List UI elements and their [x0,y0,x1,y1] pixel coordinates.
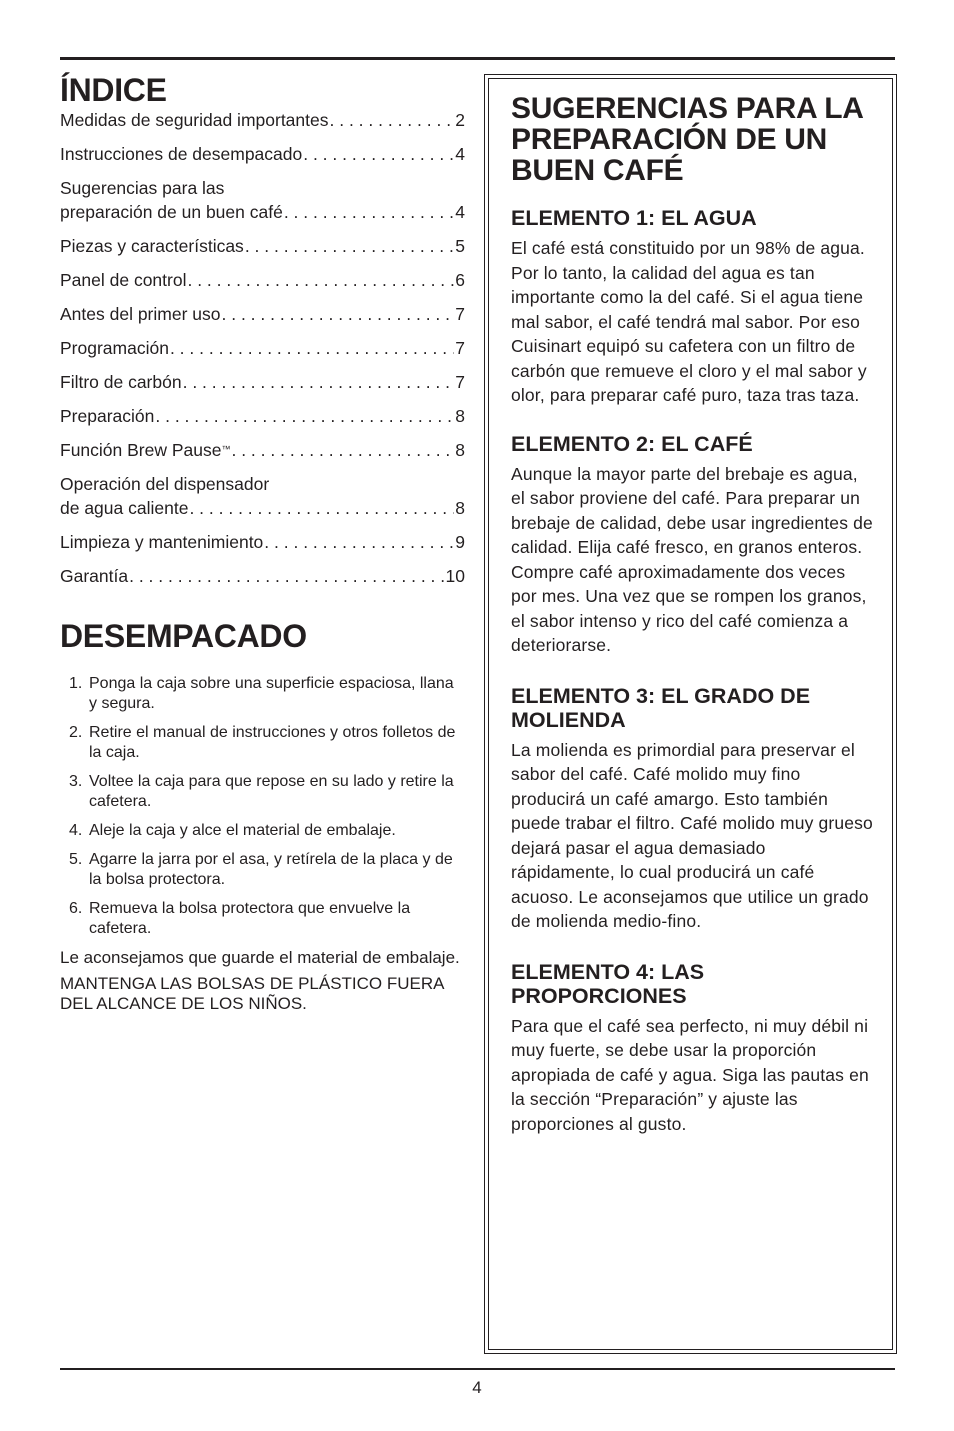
leader-dots [264,530,454,554]
toc-entry[interactable] [60,472,465,520]
page-number: 4 [472,1378,482,1397]
step-number: 1. [69,675,83,692]
trademark-symbol: ™ [221,444,231,454]
toc-entry-label-line1: Operación del dispensador [60,474,270,494]
top-rule [60,57,895,60]
element-text: La molienda es primordial para preservar el sabor del café. Café molido muy fino producirá un café amargo. Esto también puede trabar el filtro. Café molido muy grueso dejará pasar el agua demasiado rápidamente, lo cual producirá un café acuoso. Le aconsejamos que utilice un grado de molienda medio-fino. [511,739,873,931]
toc-entry[interactable] [60,142,465,166]
toc-entry[interactable] [60,176,465,224]
leader-dots [245,234,454,258]
toc-entry-label-line1: Sugerencias para las [60,178,225,198]
toc-entry-label: Instrucciones de desempacado [60,144,303,164]
unpacking-warning: MANTENGA LAS BOLSAS DE PLÁSTICO FUERA DEL ALCANCE DE LOS NIÑOS. [60,974,444,1013]
unpacking-note: Le aconsejamos que guarde el material de embalaje. [60,948,460,967]
leader-dots [284,200,454,224]
toc-entry-page: 8 [455,440,465,460]
left-column [60,72,465,1020]
element-heading: ELEMENTO 3: EL GRADO DE MOLIENDA [511,683,811,732]
leader-dots [330,108,455,132]
list-item [59,850,465,890]
tips-box [488,78,893,1350]
leader-dots [187,268,454,292]
toc-entry-page: 8 [455,406,465,426]
toc-entry[interactable] [60,564,465,588]
toc-entry-label: Programación [60,338,169,358]
toc-entry-page: 4 [455,144,465,164]
bottom-rule [60,1368,895,1370]
step-text: Remueva la bolsa protectora que envuelve la cafetera. [89,900,411,937]
step-text: Ponga la caja sobre una superficie espaciosa, llana y segura. [89,675,454,712]
toc-entry-label: Panel de control [60,270,187,290]
toc-entry-label: Limpieza y mantenimiento [60,532,264,552]
unpacking-steps [60,674,465,939]
step-text: Retire el manual de instrucciones y otros folletos de la caja. [89,724,456,761]
toc-entry-label: preparación de un buen café [60,202,283,222]
list-item [59,772,465,812]
step-number: 5. [69,851,83,868]
element-text: Para que el café sea perfecto, ni muy débil ni muy fuerte, se debe usar la proporción apropiada de café y agua. Siga las pautas en la sección “Preparación” y ajuste las proporciones al gusto. [511,1015,869,1134]
toc-entry[interactable] [60,438,465,462]
element-heading: ELEMENTO 4: LAS PROPORCIONES [511,959,705,1008]
step-number: 4. [69,822,83,839]
toc-entry-label: Garantía [60,566,129,586]
tips-title: SUGERENCIAS PARA LA PREPARACIÓN DE UN BUEN CAFÉ [511,92,863,187]
leader-dots [129,564,444,588]
toc-entry[interactable] [60,268,465,292]
toc-entry-page: 9 [455,532,465,552]
list-item [59,723,465,763]
list-item [59,674,465,714]
element-heading: ELEMENTO 2: EL CAFÉ [511,431,753,456]
toc-entry-label: Preparación [60,406,155,426]
step-number: 3. [69,773,83,790]
toc-entry-page: 7 [455,372,465,392]
toc-entry-label: Antes del primer uso [60,304,221,324]
toc-entry[interactable] [60,404,465,428]
toc-entry-label: Medidas de seguridad importantes [60,110,329,130]
toc-entry-page: 5 [455,236,465,256]
element-text: Aunque la mayor parte del brebaje es agua, el sabor proviene del café. Para preparar un brebaje de calidad, debe usar ingredientes de calidad. Elija café fresco, en granos enteros. Compre café aproximadamente dos veces por mes. Una vez que se rompen los granos, el sabor intenso y rico del café comienza a deteriorarse. [511,463,873,655]
toc-entry-page: 10 [445,566,465,586]
toc-entry[interactable] [60,370,465,394]
list-item [59,821,465,841]
toc-entry-page: 8 [455,498,465,518]
leader-dots [231,438,454,462]
index-title: ÍNDICE [60,72,167,108]
toc-entry[interactable] [60,302,465,326]
element-text: El café está constituido por un 98% de agua. Por lo tanto, la calidad del agua es tan importante como la del café. Si el agua tiene mal sabor, el café tendrá mal sabor. Por eso Cuisinart equipó su cafetera con un filtro de carbón que remueve el cloro y el mal sabor y olor, para preparar café puro, taza tras taza. [511,238,867,405]
step-text: Aleje la caja y alce el material de embalaje. [89,822,396,839]
toc-entry-label: Filtro de carbón [60,372,182,392]
unpacking-title: DESEMPACADO [60,618,307,654]
toc-entry-label: de agua caliente [60,498,189,518]
toc-entry-page: 6 [455,270,465,290]
toc-entry[interactable] [60,530,465,554]
toc-entry-page: 7 [455,304,465,324]
step-text: Agarre la jarra por el asa, y retírela de la placa y de la bolsa protectora. [89,851,453,888]
step-number: 2. [69,724,83,741]
leader-dots [183,370,455,394]
leader-dots [303,142,454,166]
toc-entry-page: 4 [455,202,465,222]
toc-entry[interactable] [60,336,465,360]
table-of-contents [60,108,465,588]
leader-dots [155,404,454,428]
list-item [59,899,465,939]
toc-entry-page: 2 [455,110,465,130]
leader-dots [222,302,455,326]
toc-entry-label: Función Brew Pause [60,440,222,460]
leader-dots [189,496,454,520]
toc-entry-page: 7 [455,338,465,358]
step-number: 6. [69,900,83,917]
toc-entry[interactable] [60,234,465,258]
toc-entry-label: Piezas y características [60,236,244,256]
toc-entry[interactable] [60,108,465,132]
leader-dots [170,336,454,360]
step-text: Voltee la caja para que repose en su lado y retire la cafetera. [89,773,454,810]
element-heading: ELEMENTO 1: EL AGUA [511,206,757,230]
